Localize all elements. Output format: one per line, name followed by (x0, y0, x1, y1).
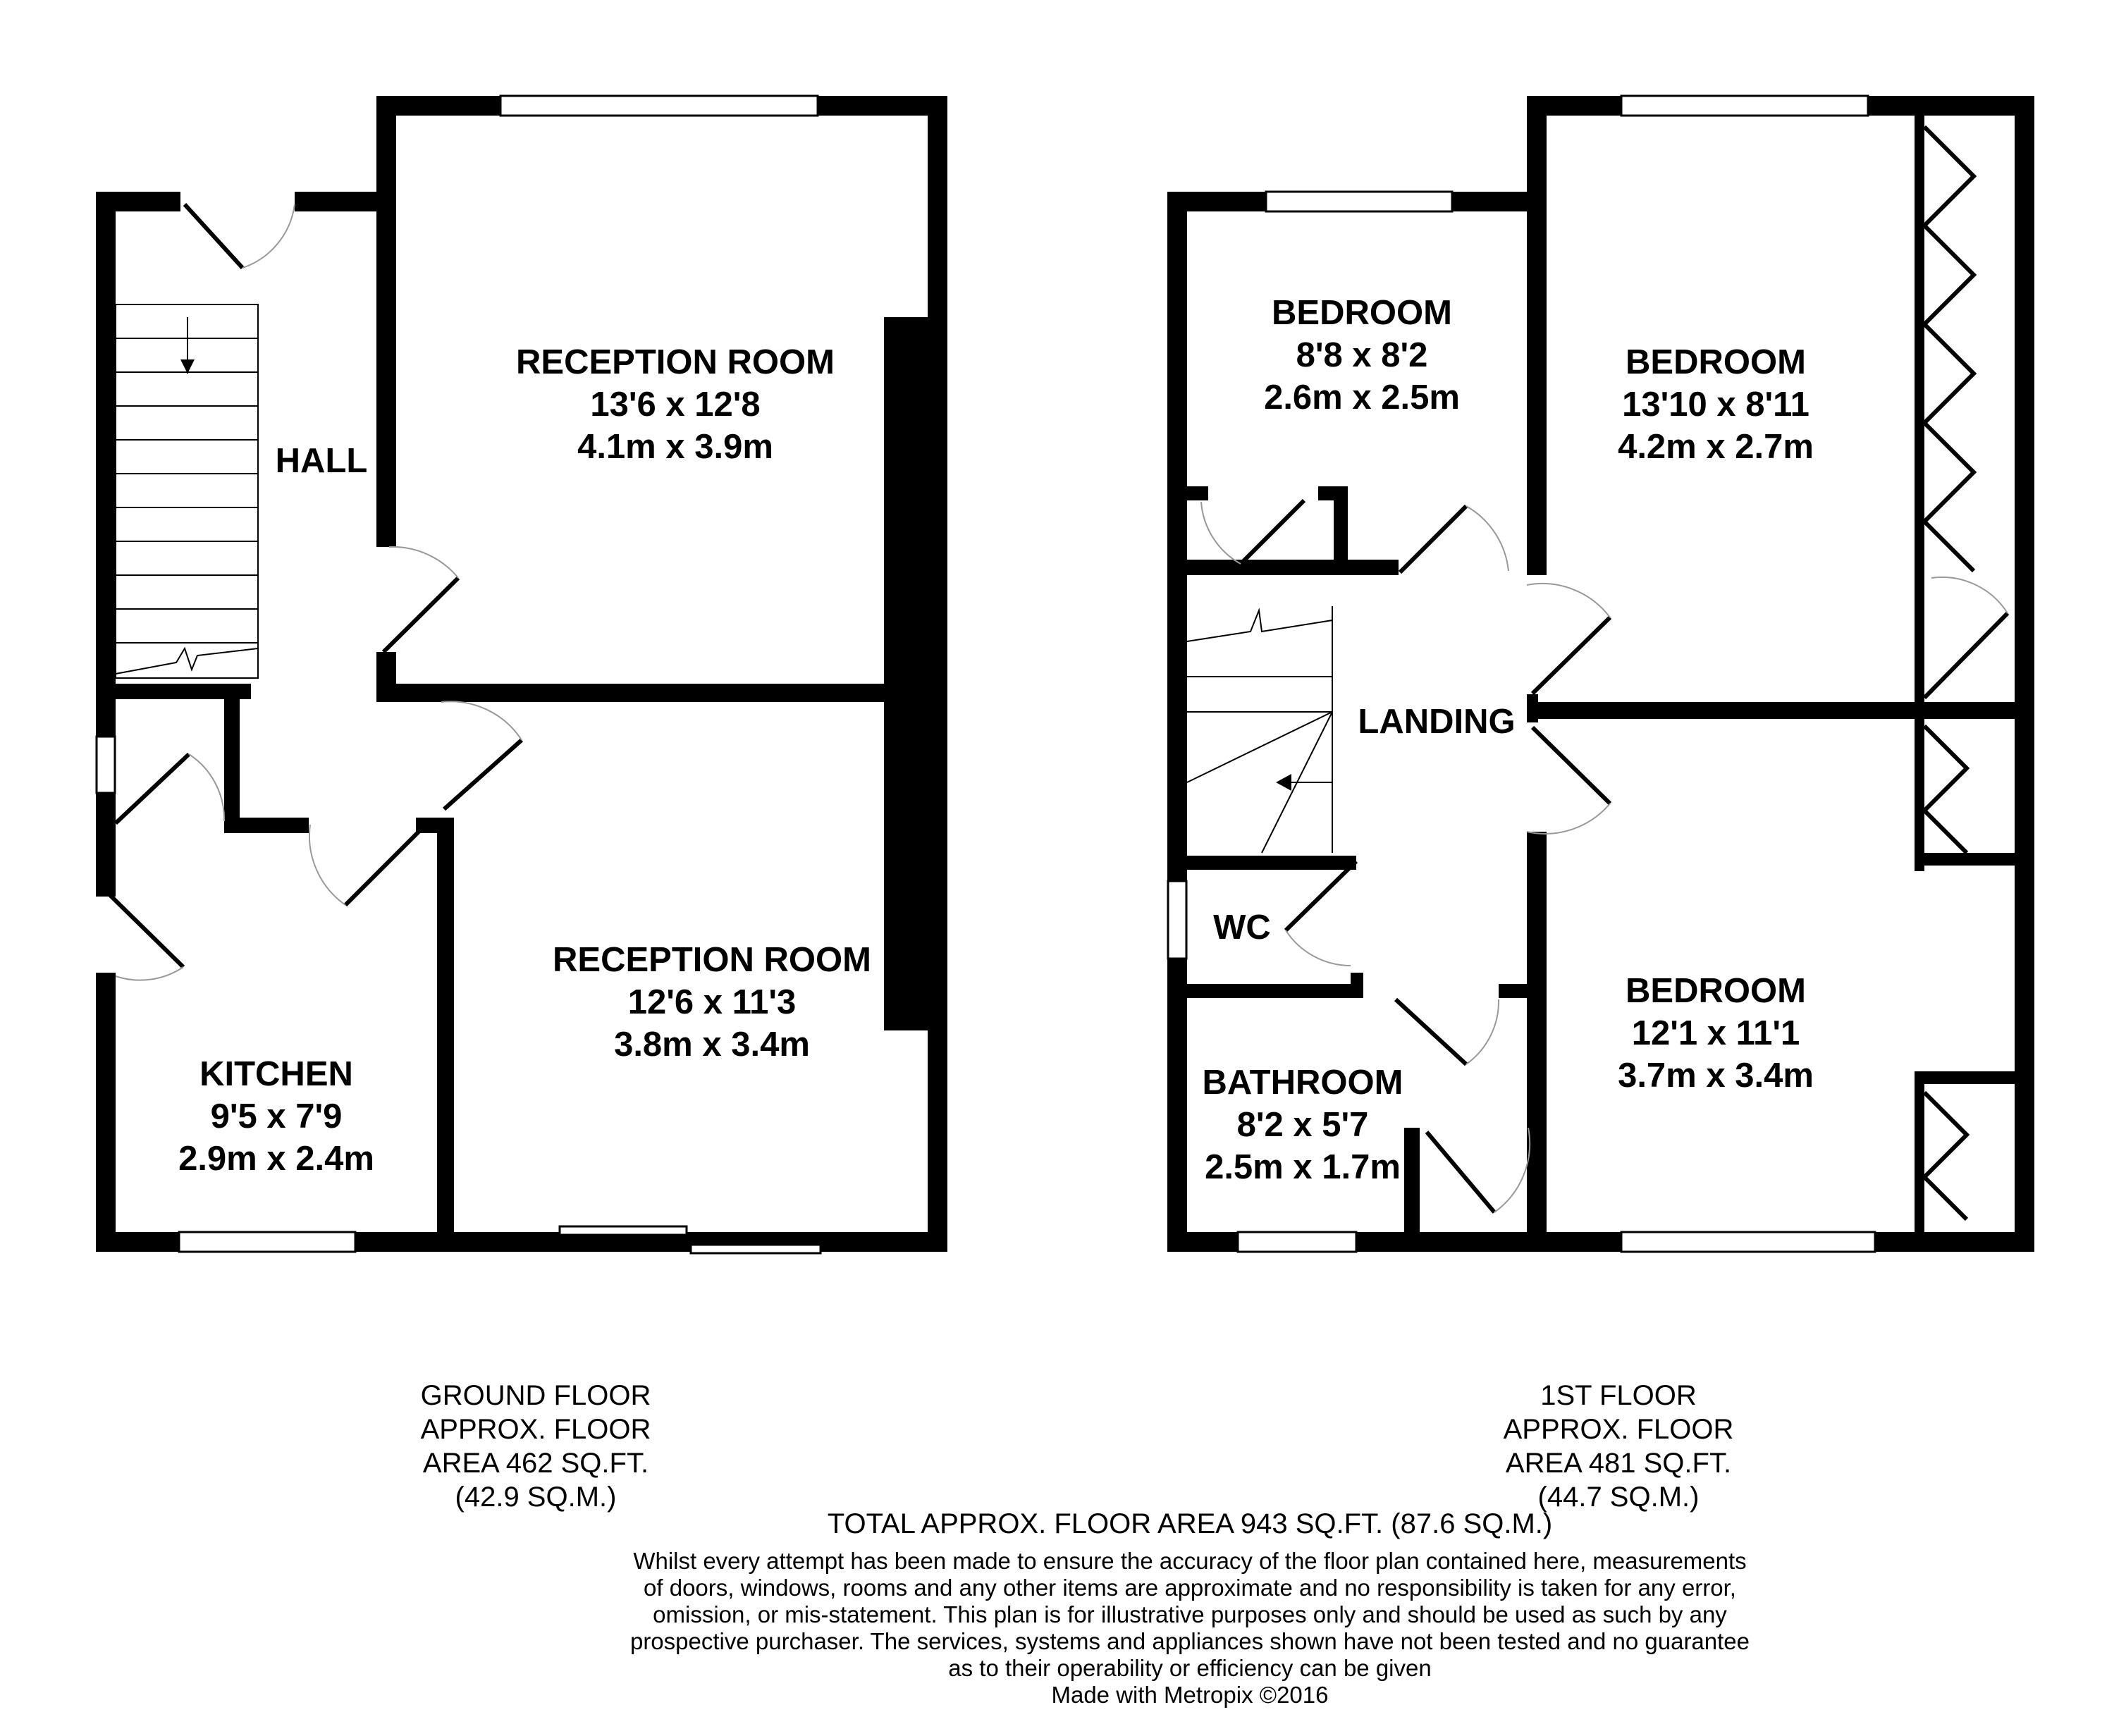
svg-text:3.8m x 3.4m: 3.8m x 3.4m (614, 1026, 810, 1064)
first-floor-area-line: (44.7 SQ.M.) (1537, 1482, 1700, 1513)
svg-text:BEDROOM: BEDROOM (1626, 972, 1806, 1010)
svg-text:12'6 x 11'3: 12'6 x 11'3 (627, 983, 797, 1021)
disclaimer (0, 1548, 2126, 1709)
svg-text:2.5m x 1.7m: 2.5m x 1.7m (1205, 1148, 1401, 1186)
disclaimer-line: Whilst every attempt has been made to ensure the accuracy of the floor plan contained here, measurements (633, 1548, 1747, 1574)
disclaimer-line: prospective purchaser. The services, systems and appliances shown have not been tested and no guarantee (629, 1628, 1750, 1654)
disclaimer-line: omission, or mis-statement. This plan is for illustrative purposes only and should be used as such by any (653, 1601, 1727, 1627)
ground-floor-area (367, 1379, 705, 1514)
svg-text:3.7m x 3.4m: 3.7m x 3.4m (1618, 1057, 1814, 1095)
disclaimer-line: of doors, windows, rooms and any other items are approximate and no responsibility is taken for any error, (644, 1575, 1736, 1601)
svg-text:13'6 x 12'8: 13'6 x 12'8 (590, 386, 761, 424)
svg-text:12'1 x 11'1: 12'1 x 11'1 (1631, 1014, 1800, 1052)
svg-text:RECEPTION ROOM: RECEPTION ROOM (553, 941, 871, 979)
first-floor-area-line: 1ST FLOOR (1540, 1380, 1697, 1411)
first-floor-area-line: AREA 481 SQ.FT. (1505, 1448, 1732, 1479)
disclaimer-line: as to their operability or efficiency can be given (948, 1655, 1432, 1681)
room-label-reception-room-2 (553, 941, 871, 1064)
svg-text:2.9m x 2.4m: 2.9m x 2.4m (178, 1140, 374, 1178)
room-label-bedroom-small (1264, 294, 1460, 417)
svg-text:9'5 x 7'9: 9'5 x 7'9 (210, 1097, 343, 1135)
ground-floor-area-line: (42.9 SQ.M.) (455, 1482, 617, 1513)
total-floor-area (0, 1508, 2126, 1540)
room-label-wc: WC (1213, 909, 1271, 947)
metropix-credit: Made with Metropix ©2016 (1051, 1682, 1329, 1708)
ground-floor-area-line: APPROX. FLOOR (420, 1414, 651, 1445)
room-label-bathroom (1203, 1064, 1403, 1186)
room-label-hall: HALL (275, 442, 368, 480)
svg-text:KITCHEN: KITCHEN (199, 1055, 353, 1093)
room-label-reception-room-1 (516, 343, 835, 466)
room-label-kitchen (178, 1055, 374, 1178)
first-floor-area (1449, 1379, 1788, 1514)
ground-floor-area-line: AREA 462 SQ.FT. (422, 1448, 649, 1479)
svg-text:BEDROOM: BEDROOM (1626, 343, 1806, 381)
svg-text:13'10 x 8'11: 13'10 x 8'11 (1622, 386, 1809, 424)
room-label-bedroom-front (1618, 972, 1814, 1095)
svg-text:4.2m x 2.7m: 4.2m x 2.7m (1618, 428, 1814, 466)
svg-text:BATHROOM: BATHROOM (1202, 1064, 1403, 1102)
first-floor-area-line: APPROX. FLOOR (1503, 1414, 1734, 1445)
svg-text:RECEPTION ROOM: RECEPTION ROOM (516, 343, 835, 381)
ground-floor-area-line: GROUND FLOOR (420, 1380, 651, 1411)
svg-text:2.6m x 2.5m: 2.6m x 2.5m (1264, 378, 1460, 417)
svg-text:BEDROOM: BEDROOM (1272, 294, 1452, 332)
room-label-landing: LANDING (1358, 703, 1516, 741)
room-label-bedroom-rear (1618, 343, 1814, 466)
svg-text:4.1m x 3.9m: 4.1m x 3.9m (577, 428, 773, 466)
total-floor-area-text: TOTAL APPROX. FLOOR AREA 943 SQ.FT. (87.6 SQ.M.) (827, 1508, 1553, 1539)
svg-text:8'8 x 8'2: 8'8 x 8'2 (1296, 336, 1428, 374)
svg-text:8'2 x 5'7: 8'2 x 5'7 (1236, 1106, 1369, 1144)
